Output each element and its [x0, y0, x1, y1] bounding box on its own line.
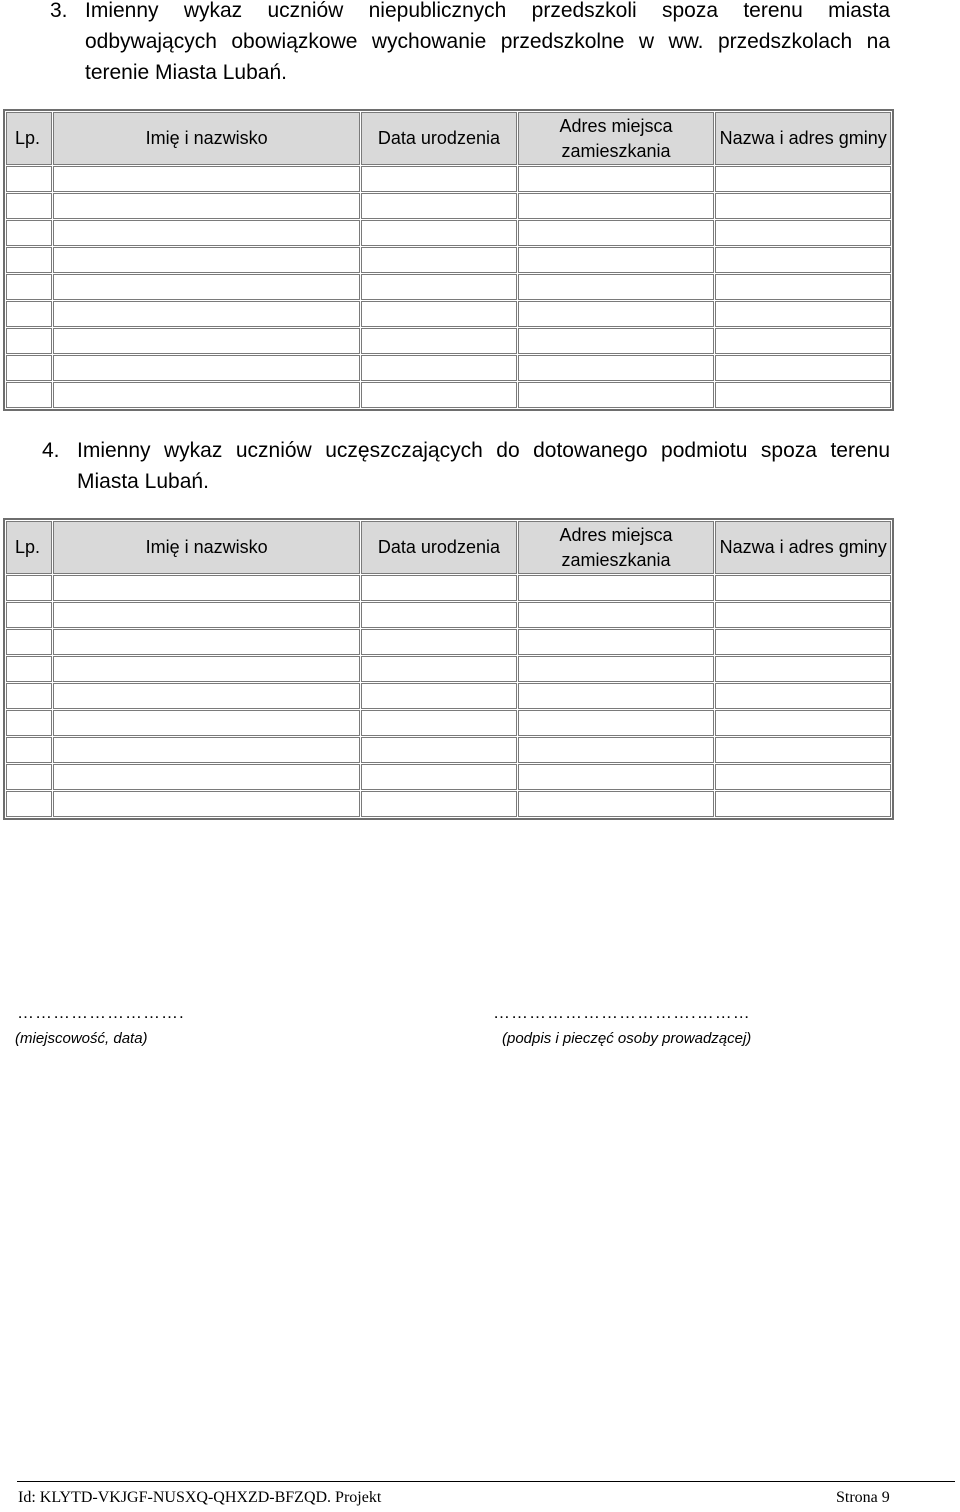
cell-name[interactable]	[53, 791, 360, 817]
cell-gmina[interactable]	[715, 710, 891, 736]
cell-gmina[interactable]	[715, 193, 891, 219]
section-number: 3.	[50, 0, 68, 22]
header-name: Imię i nazwisko	[53, 112, 360, 165]
cell-birth-date[interactable]	[361, 629, 517, 655]
cell-address[interactable]	[518, 656, 715, 682]
cell-name[interactable]	[53, 656, 360, 682]
cell-address[interactable]	[518, 575, 715, 601]
header-gmina: Nazwa i adres gminy	[715, 521, 891, 574]
cell-address[interactable]	[518, 710, 715, 736]
cell-birth-date[interactable]	[361, 656, 517, 682]
cell-gmina[interactable]	[715, 328, 891, 354]
cell-name[interactable]	[53, 683, 360, 709]
footer-divider	[17, 1481, 955, 1482]
cell-address[interactable]	[518, 602, 715, 628]
cell-gmina[interactable]	[715, 683, 891, 709]
cell-gmina[interactable]	[715, 629, 891, 655]
section-text: Imienny wykaz uczniów niepublicznych przedszkoli spoza terenu miasta odbywających obowiązkowe wychowanie przedszkolne w ww. przedszkolach na terenie Miasta Lubań.	[85, 0, 890, 84]
cell-address[interactable]	[518, 247, 715, 273]
cell-address[interactable]	[518, 166, 715, 192]
table-header-row	[6, 112, 891, 165]
cell-name[interactable]	[53, 220, 360, 246]
cell-lp[interactable]	[6, 301, 52, 327]
table-body	[6, 166, 891, 408]
cell-lp[interactable]	[6, 247, 52, 273]
table-row	[6, 220, 891, 246]
cell-address[interactable]	[518, 193, 715, 219]
cell-address[interactable]	[518, 301, 715, 327]
table-row	[6, 764, 891, 790]
header-birth-date: Data urodzenia	[361, 521, 517, 574]
cell-lp[interactable]	[6, 193, 52, 219]
table-row	[6, 737, 891, 763]
cell-birth-date[interactable]	[361, 602, 517, 628]
cell-name[interactable]	[53, 301, 360, 327]
cell-address[interactable]	[518, 629, 715, 655]
cell-gmina[interactable]	[715, 382, 891, 408]
table-row	[6, 629, 891, 655]
cell-gmina[interactable]	[715, 166, 891, 192]
cell-lp[interactable]	[6, 274, 52, 300]
table-row	[6, 602, 891, 628]
place-date-line: ……………………….	[17, 1003, 185, 1022]
document-id: Id: KLYTD-VKJGF-NUSXQ-QHXZD-BFZQD. Projekt	[18, 1489, 382, 1506]
cell-birth-date[interactable]	[361, 166, 517, 192]
cell-birth-date[interactable]	[361, 355, 517, 381]
cell-birth-date[interactable]	[361, 791, 517, 817]
cell-gmina[interactable]	[715, 301, 891, 327]
cell-gmina[interactable]	[715, 575, 891, 601]
cell-birth-date[interactable]	[361, 764, 517, 790]
cell-name[interactable]	[53, 247, 360, 273]
table-row	[6, 683, 891, 709]
cell-lp[interactable]	[6, 791, 52, 817]
roster-table-subsidized	[3, 518, 894, 820]
cell-birth-date[interactable]	[361, 220, 517, 246]
cell-name[interactable]	[53, 193, 360, 219]
cell-birth-date[interactable]	[361, 710, 517, 736]
cell-gmina[interactable]	[715, 791, 891, 817]
signature-caption: (podpis i pieczęć osoby prowadzącej)	[502, 1030, 752, 1047]
table-header-row	[6, 521, 891, 574]
cell-address[interactable]	[518, 683, 715, 709]
cell-gmina[interactable]	[715, 656, 891, 682]
header-lp: Lp.	[6, 112, 52, 165]
cell-lp[interactable]	[6, 220, 52, 246]
cell-address[interactable]	[518, 764, 715, 790]
cell-name[interactable]	[53, 382, 360, 408]
section-text: Imienny wykaz uczniów uczęszczających do dotowanego podmiotu spoza terenu Miasta Lubań.	[77, 439, 890, 493]
header-birth-date: Data urodzenia	[361, 112, 517, 165]
header-name: Imię i nazwisko	[53, 521, 360, 574]
table-row	[6, 710, 891, 736]
cell-name[interactable]	[53, 710, 360, 736]
cell-birth-date[interactable]	[361, 328, 517, 354]
cell-gmina[interactable]	[715, 247, 891, 273]
table-body	[6, 575, 891, 817]
cell-gmina[interactable]	[715, 220, 891, 246]
cell-address[interactable]	[518, 355, 715, 381]
cell-address[interactable]	[518, 791, 715, 817]
table-row	[6, 575, 891, 601]
cell-birth-date[interactable]	[361, 274, 517, 300]
cell-name[interactable]	[53, 602, 360, 628]
table-row	[6, 791, 891, 817]
cell-lp[interactable]	[6, 764, 52, 790]
cell-gmina[interactable]	[715, 764, 891, 790]
table-row	[6, 166, 891, 192]
cell-lp[interactable]	[6, 710, 52, 736]
cell-address[interactable]	[518, 274, 715, 300]
cell-lp[interactable]	[6, 575, 52, 601]
table-row	[6, 301, 891, 327]
cell-address[interactable]	[518, 220, 715, 246]
cell-birth-date[interactable]	[361, 247, 517, 273]
cell-lp[interactable]	[6, 166, 52, 192]
table-row	[6, 355, 891, 381]
cell-address[interactable]	[518, 737, 715, 763]
page-number: Strona 9	[836, 1489, 890, 1506]
cell-address[interactable]	[518, 328, 715, 354]
cell-birth-date[interactable]	[361, 193, 517, 219]
table-row	[6, 382, 891, 408]
cell-name[interactable]	[53, 629, 360, 655]
cell-name[interactable]	[53, 737, 360, 763]
cell-name[interactable]	[53, 355, 360, 381]
section-number: 4.	[42, 439, 60, 462]
cell-name[interactable]	[53, 764, 360, 790]
table-row	[6, 274, 891, 300]
cell-address[interactable]	[518, 382, 715, 408]
section-3-heading	[50, 0, 890, 88]
table-row	[6, 193, 891, 219]
header-address: Adres miejsca zamieszkania	[518, 112, 715, 165]
cell-name[interactable]	[53, 328, 360, 354]
cell-birth-date[interactable]	[361, 301, 517, 327]
cell-name[interactable]	[53, 575, 360, 601]
cell-lp[interactable]	[6, 656, 52, 682]
cell-lp[interactable]	[6, 683, 52, 709]
cell-lp[interactable]	[6, 737, 52, 763]
cell-gmina[interactable]	[715, 602, 891, 628]
table-row	[6, 247, 891, 273]
table-row	[6, 328, 891, 354]
cell-lp[interactable]	[6, 629, 52, 655]
cell-gmina[interactable]	[715, 737, 891, 763]
cell-lp[interactable]	[6, 602, 52, 628]
table-row	[6, 656, 891, 682]
header-lp: Lp.	[6, 521, 52, 574]
header-address: Adres miejsca zamieszkania	[518, 521, 715, 574]
cell-name[interactable]	[53, 274, 360, 300]
cell-name[interactable]	[53, 166, 360, 192]
cell-birth-date[interactable]	[361, 575, 517, 601]
roster-table-preschools	[3, 109, 894, 411]
cell-gmina[interactable]	[715, 274, 891, 300]
cell-lp[interactable]	[6, 328, 52, 354]
section-4-heading	[42, 435, 890, 497]
cell-lp[interactable]	[6, 355, 52, 381]
cell-birth-date[interactable]	[361, 737, 517, 763]
cell-lp[interactable]	[6, 382, 52, 408]
cell-gmina[interactable]	[715, 355, 891, 381]
place-date-caption: (miejscowość, data)	[15, 1030, 148, 1047]
cell-birth-date[interactable]	[361, 683, 517, 709]
header-gmina: Nazwa i adres gminy	[715, 112, 891, 165]
cell-birth-date[interactable]	[361, 382, 517, 408]
signature-line: …………………………….………	[493, 1003, 751, 1022]
